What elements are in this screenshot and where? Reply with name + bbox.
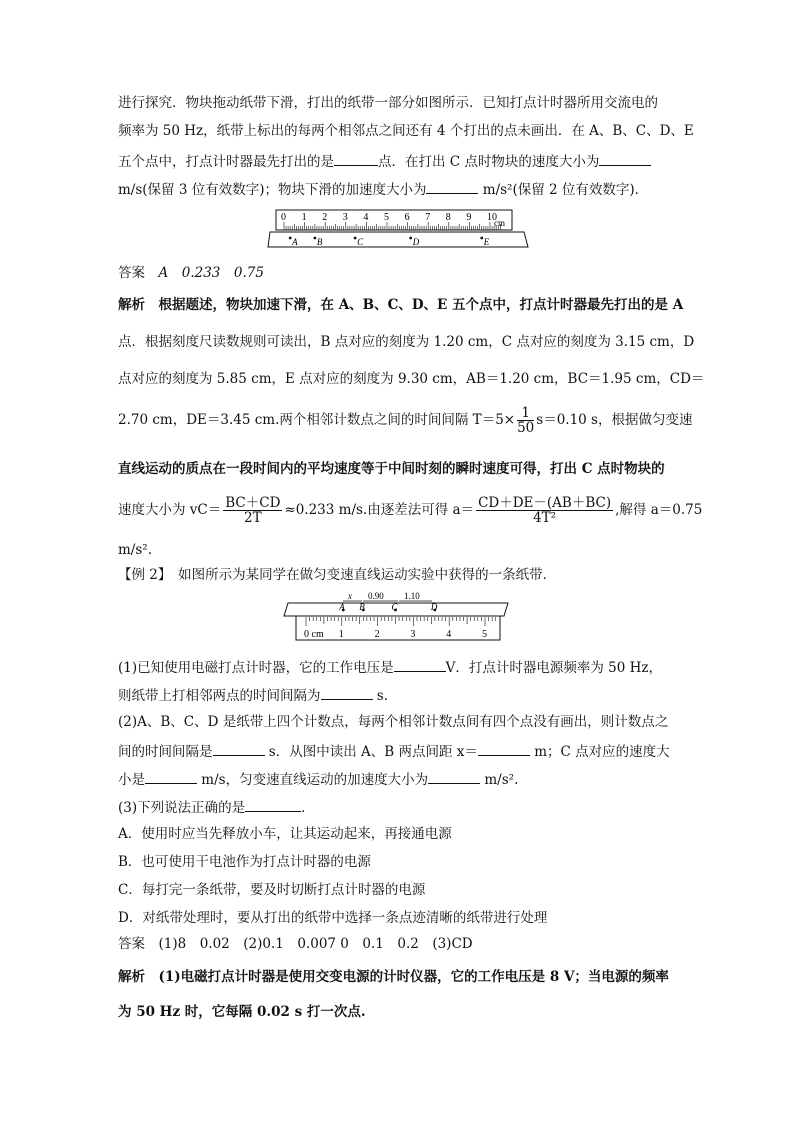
point-label-A: A xyxy=(339,602,345,612)
option-d: D．对纸带处理时，要从打出的纸带中选择一条点迹清晰的纸带进行处理 xyxy=(118,910,548,926)
answer-blank-3[interactable] xyxy=(426,179,478,194)
ex2-q1-line-1: (1)已知使用电磁打点计时器，它的工作电压是 V．打点计时器电源频率为 50 Hz， xyxy=(118,657,662,677)
answer-blank-4[interactable] xyxy=(394,657,446,672)
ex1-line-4: m/s(保留 3 位有效数字)；物块下滑的加速度大小为 m/s²(保留 2 位有效数字)． xyxy=(118,179,648,199)
tape-dot xyxy=(314,237,317,240)
ex1-analysis-6: 速度大小为 vC＝ $\frac{BC+CD}{2T}$ ≈0.233 m/s.由逐差法可得 a＝ $\frac{CD+DE-(AB+BC)}{\text{4T²}}$ ,解得 a＝0.75 xyxy=(118,495,703,526)
ex1-analysis-3: 点对应的刻度为 5.85 cm，E 点对应的刻度为 9.30 cm，AB＝1.20 cm，BC＝1.95 cm，CD＝ xyxy=(118,371,705,387)
ruler-tick-label: 5 xyxy=(384,212,389,223)
point-label-B: B xyxy=(359,602,365,612)
ruler-tick-label: 4 xyxy=(446,629,452,640)
ruler-tick-label: 6 xyxy=(404,212,410,223)
ex2-q2-line-1: (2)A、B、C、D 是纸带上四个计数点，每两个相邻计数点间有四个点没有画出，则计数点之 xyxy=(118,714,669,730)
fraction-vc: $\frac{BC+CD}{2T}$ xyxy=(225,495,281,526)
answer-blank-1[interactable] xyxy=(334,151,378,166)
point-label-C: C xyxy=(391,602,398,612)
ex1-line-1: 进行探究．物块拖动纸带下滑，打出的纸带一部分如图所示．已知打点计时器所用交流电的 xyxy=(118,95,658,111)
point-label-C: C xyxy=(357,237,364,247)
tape-dot xyxy=(409,237,412,240)
answer-blank-7[interactable] xyxy=(478,741,530,756)
ruler-tick-label: 1 xyxy=(338,629,344,640)
ruler-tick-label: 0 xyxy=(281,212,286,223)
point-label-D: D xyxy=(430,602,438,612)
ex1-answer: 答案 A 0.233 0.75 xyxy=(118,265,264,281)
ex2-analysis-1: 解析 (1)电磁打点计时器是使用交变电源的计时仪器，它的工作电压是 8 V；当电源的频率 xyxy=(118,969,669,985)
analysis-label: 解析 xyxy=(118,297,145,313)
ruler-tick-label: 1 xyxy=(301,212,307,223)
ruler-tick-label: 3 xyxy=(410,629,416,640)
tape-dot xyxy=(354,237,357,240)
fraction-a: $\frac{CD+DE-(AB+BC)}{\text{4T²}}$ xyxy=(478,495,612,526)
ruler-tick-label: 7 xyxy=(425,212,431,223)
point-label-A: A xyxy=(292,237,298,247)
x-label: x xyxy=(348,591,352,601)
ex1-analysis-4: 2.70 cm，DE＝3.45 cm.两个相邻计数点之间的时间间隔 T＝5× $\frac{1}{50}$ s＝0.10 s，根据做匀变速 xyxy=(118,405,693,436)
ex2-q3: (3)下列说法正确的是 ． xyxy=(118,797,315,817)
analysis-label-2: 解析 xyxy=(118,969,145,985)
ex2-q2-line-3: 小是 m/s，匀变速直线运动的加速度大小为 m/s². xyxy=(118,769,518,789)
ex1-line-3: 五个点中，打点计时器最先打出的是 点．在打出 C 点时物块的速度大小为 xyxy=(118,151,651,171)
ruler-tick-label: 8 xyxy=(445,212,451,223)
ex2-q2-line-2: 间的时间间隔是 s．从图中读出 A、B 两点间距 x＝ m；C 点对应的速度大 xyxy=(118,741,670,761)
ruler-tick-label: 0 cm xyxy=(304,629,324,640)
ruler-tick-label: 5 xyxy=(482,629,487,640)
ex2-title: 【例 2】 如图所示为某同学在做匀变速直线运动实验中获得的一条纸带． xyxy=(118,567,557,583)
ex2-analysis-2: 为 50 Hz 时，它每隔 0.02 s 打一次点. xyxy=(118,1004,366,1020)
point-label-D: D xyxy=(412,237,420,247)
answer-label-2: 答案 xyxy=(118,936,145,952)
option-c: C．每打完一条纸带，要及时切断打点计时器的电源 xyxy=(118,882,426,898)
ruler-tick-label: 4 xyxy=(363,212,369,223)
option-a: A．使用时应当先释放小车，让其运动起来，再接通电源 xyxy=(118,826,452,842)
tape-dot xyxy=(480,237,483,240)
tape-ruler-figure-2 xyxy=(282,588,514,644)
ex1-analysis-7: m/s². xyxy=(118,542,152,558)
point-label-B: B xyxy=(316,237,323,247)
answer-blank-8[interactable] xyxy=(145,769,197,784)
answer-blank-6[interactable] xyxy=(213,741,265,756)
ruler-tick-label: 10 xyxy=(487,212,497,223)
ex1-analysis-5: 直线运动的质点在一段时间内的平均速度等于中间时刻的瞬时速度可得，打出 C 点时物块的 xyxy=(118,461,665,477)
distance-label-1: 0.90 xyxy=(368,591,384,601)
ex2-q1-line-2: 则纸带上打相邻两点的时间间隔为 s. xyxy=(118,685,388,705)
ex2-answer: 答案 (1)8 0.02 (2)0.1 0.007 0 0.1 0.2 (3)CD xyxy=(118,936,473,952)
option-b: B．也可使用干电池作为打点计时器的电源 xyxy=(118,854,371,870)
answer-label: 答案 xyxy=(118,265,145,281)
ruler-unit-label: cm xyxy=(494,218,505,228)
tape-ruler-figure-1 xyxy=(266,207,530,257)
answer-blank-9[interactable] xyxy=(428,769,480,784)
point-label-E: E xyxy=(483,237,490,247)
ex1-analysis-1: 解析 根据题述，物块加速下滑，在 A、B、C、D、E 五个点中，打点计时器最先打出的是 A xyxy=(118,297,684,313)
tape-dot xyxy=(289,237,292,240)
answer-blank-10[interactable] xyxy=(245,797,301,812)
ruler-tick-label: 3 xyxy=(342,212,348,223)
ruler-tick-label: 2 xyxy=(374,629,380,640)
distance-label-2: 1.10 xyxy=(404,591,420,601)
ex1-analysis-2: 点．根据刻度尺读数规则可读出，B 点对应的刻度为 1.20 cm，C 点对应的刻度为 3.15 cm，D xyxy=(118,334,695,350)
ruler-tick-label: 2 xyxy=(322,212,328,223)
ruler-tick-label: 9 xyxy=(466,212,472,223)
fraction-1-50: $\frac{1}{50}$ xyxy=(517,405,535,436)
answer-blank-2[interactable] xyxy=(599,151,651,166)
ex1-line-2: 频率为 50 Hz，纸带上标出的每两个相邻点之间还有 4 个打出的点未画出．在 A、B、C、D、E xyxy=(118,123,694,139)
answer-blank-5[interactable] xyxy=(321,685,373,700)
